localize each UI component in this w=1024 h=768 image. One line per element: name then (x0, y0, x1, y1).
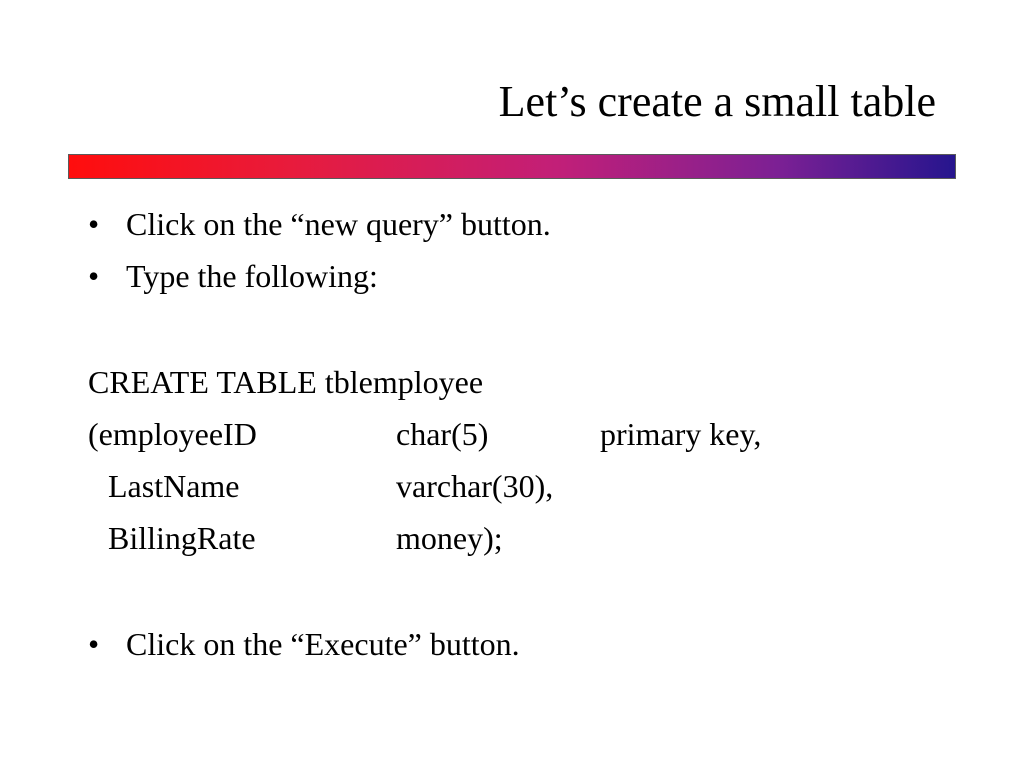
slide-title: Let’s create a small table (498, 77, 936, 126)
bullet-icon: • (88, 206, 100, 242)
bullet-text: Click on the “new query” button. (126, 206, 551, 242)
bullet-text: Type the following: (126, 258, 378, 294)
column-name: BillingRate (108, 520, 256, 556)
column-type: varchar(30), (396, 468, 554, 504)
column-constraint: primary key, (600, 416, 762, 452)
column-type: money); (396, 520, 503, 556)
title-accent-bar (68, 154, 956, 179)
column-name: LastName (108, 468, 240, 504)
column-type: char(5) (396, 416, 489, 452)
bullet-icon: • (88, 626, 100, 662)
column-name: (employeeID (88, 416, 257, 452)
bullet-text: Click on the “Execute” button. (126, 626, 520, 662)
code-line-create-table: CREATE TABLE tblemployee (88, 364, 484, 400)
bullet-icon: • (88, 258, 100, 294)
